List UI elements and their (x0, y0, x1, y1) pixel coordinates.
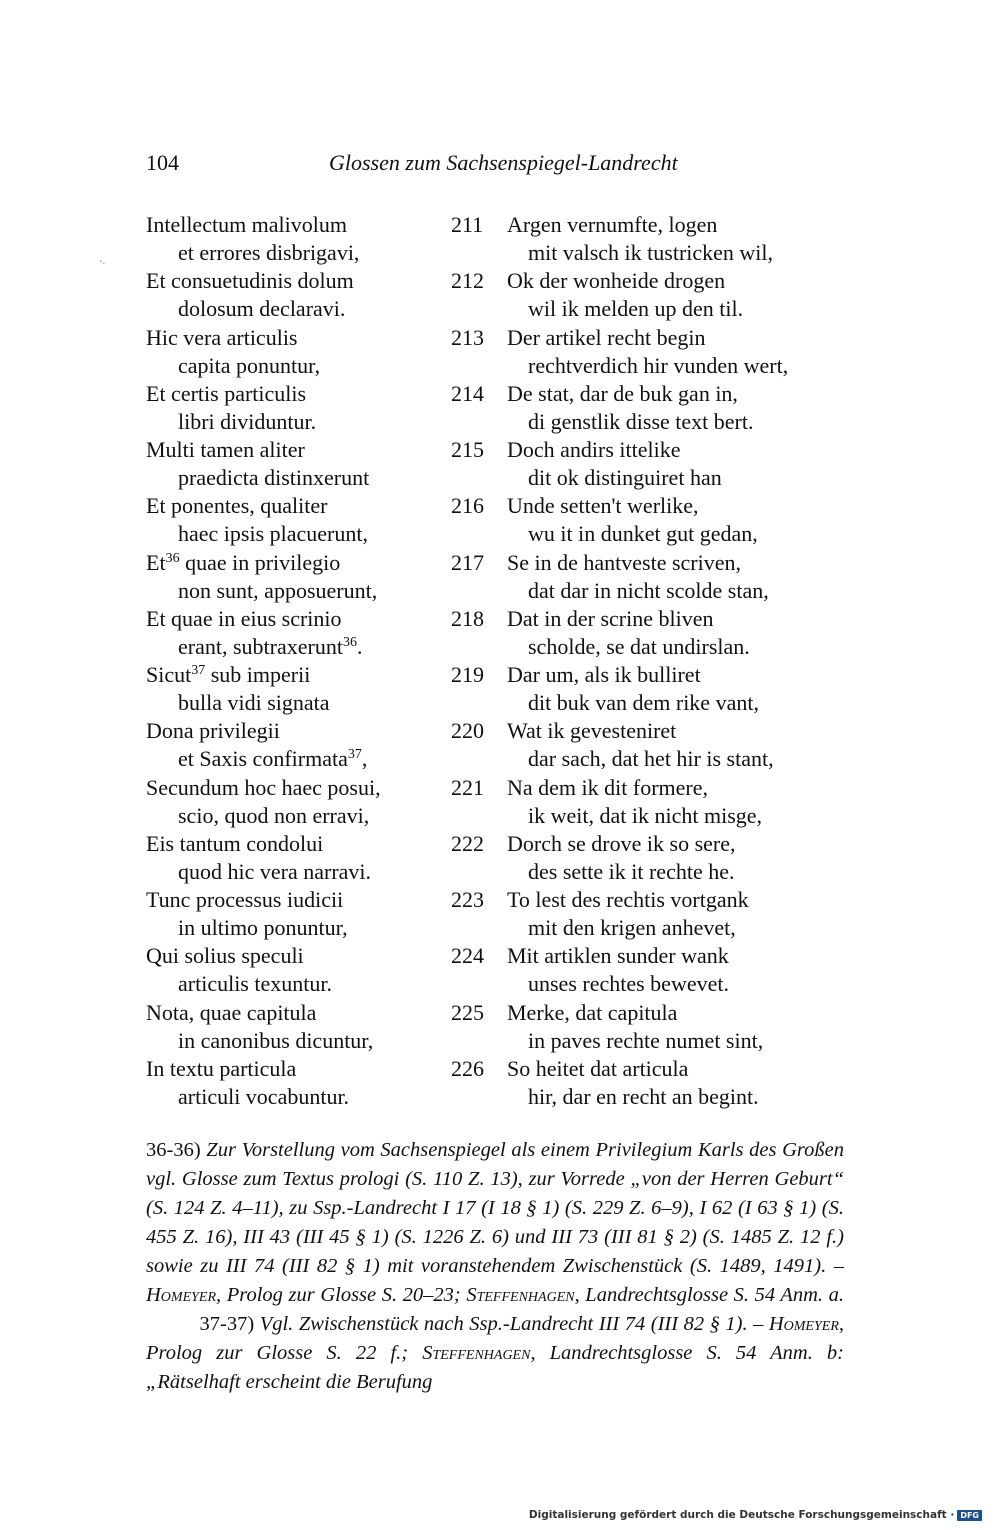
margin-mark: '· (100, 258, 106, 270)
latin-line: Sicut$^{37}$ sub imperii (146, 662, 311, 687)
footnote-37-text-b: , Prolog zur Glosse S. 22 f.; (146, 1313, 845, 1364)
latin-lines (146, 661, 330, 717)
page-header (146, 150, 846, 186)
german-line-indented: dar sach, dat het hir is stant, (528, 746, 774, 772)
german-lines (507, 549, 769, 605)
digitization-credit (529, 1509, 982, 1521)
latin-line-indented: quod hic vera narravi. (178, 858, 372, 884)
footnote-36-text-c: , Landrechtsglosse S. 54 Anm. a. (574, 1284, 844, 1306)
verse-pair (146, 324, 866, 380)
footnote-37-mark: 37-37) (199, 1313, 255, 1335)
german-line: So heitet dat articula (507, 1055, 689, 1081)
german-line: Dar um, als ik bulliret (507, 662, 701, 687)
latin-lines (146, 830, 371, 886)
verse-number: 226 (451, 1055, 484, 1081)
german-lines (507, 999, 763, 1055)
german-line: Na dem ik dit formere, (507, 774, 708, 800)
verse-pair (146, 717, 866, 773)
dfg-logo: DFG (957, 1510, 982, 1521)
latin-line-indented: in canonibus dicuntur, (178, 1027, 374, 1053)
verse-pair (146, 605, 866, 661)
latin-line-indented: libri dividuntur. (178, 408, 317, 434)
german-lines (507, 661, 759, 717)
latin-line: Hic vera articulis (146, 324, 298, 350)
german-lines (507, 492, 758, 548)
german-line-indented: mit den krigen anhevet, (528, 915, 736, 941)
german-line-indented: wil ik melden up den til. (528, 296, 744, 322)
verse-pair (146, 661, 866, 717)
german-line: Mit artiklen sunder wank (507, 943, 729, 969)
german-lines (507, 605, 750, 661)
german-line: De stat, dar de buk gan in, (507, 380, 738, 406)
verse-number: 216 (451, 493, 484, 519)
page-number: 104 (146, 150, 179, 175)
verse-number: 220 (451, 718, 484, 744)
footnote-36-author-homeyer: Homeyer (146, 1284, 217, 1306)
verse-number: 218 (451, 605, 484, 631)
german-line-indented: dat dar in nicht scolde stan, (528, 577, 769, 603)
verse-pair (146, 1055, 866, 1111)
verse-block (146, 211, 866, 1111)
footnote-37-text: Vgl. Zwischenstück nach Ssp.-Landrecht III 74 (III 82 § 1). – (254, 1313, 769, 1335)
latin-line: Tunc processus iudicii (146, 887, 344, 912)
latin-lines (146, 211, 359, 267)
verse-number: 221 (451, 774, 484, 800)
footnote-36-author-steffenhagen: Steffenhagen (466, 1284, 575, 1306)
latin-line-indented: in ultimo ponuntur, (178, 915, 348, 941)
footnote-ref: 36 (165, 550, 180, 566)
verse-pair (146, 380, 866, 436)
german-line: Dat in der scrine bliven (507, 605, 714, 631)
latin-line: Qui solius speculi (146, 943, 304, 969)
verse-pair (146, 886, 866, 942)
latin-line-indented: praedicta distinxerunt (178, 465, 370, 491)
verse-number: 211 (451, 212, 484, 237)
german-line-indented: ik weit, dat ik nicht misge, (528, 802, 763, 828)
verse-number: 214 (451, 380, 484, 406)
latin-lines (146, 492, 368, 548)
verse-number: 219 (451, 662, 484, 687)
latin-lines (146, 999, 373, 1055)
german-line-indented: unses rechtes bewevet. (528, 971, 729, 997)
footnote-37-author-steffenhagen: Steffenhagen (422, 1342, 531, 1364)
german-line: Wat ik gevesteniret (507, 718, 677, 744)
latin-lines (146, 549, 377, 605)
footnote-ref: 37 (347, 747, 362, 763)
german-lines (507, 1055, 759, 1111)
german-lines (507, 211, 773, 267)
verse-number: 222 (451, 830, 484, 856)
german-line: Merke, dat capitula (507, 999, 678, 1025)
latin-lines (146, 774, 381, 830)
latin-lines (146, 267, 354, 323)
german-lines (507, 774, 762, 830)
latin-lines (146, 324, 320, 380)
verse-pair (146, 774, 866, 830)
german-line-indented: in paves rechte numet sint, (528, 1027, 764, 1053)
latin-line: In textu particula (146, 1055, 297, 1081)
verse-pair (146, 211, 866, 267)
latin-line: Multi tamen aliter (146, 437, 305, 462)
verse-number: 213 (451, 324, 484, 350)
verse-number: 225 (451, 999, 484, 1025)
german-lines (507, 380, 753, 436)
german-line: To lest des rechtis vortgank (507, 887, 749, 912)
latin-line: Et ponentes, qualiter (146, 493, 328, 519)
credit-text: Digitalisierung gefördert durch die Deutsche Forschungsgemeinschaft · (528, 1509, 955, 1521)
footnote-ref: 36 (342, 634, 357, 650)
german-lines (507, 942, 729, 998)
verse-pair (146, 492, 866, 548)
german-line: Ok der wonheide drogen (507, 268, 726, 294)
latin-line: Et quae in eius scrinio (146, 605, 342, 631)
latin-line-indented: haec ipsis placuerunt, (178, 521, 368, 547)
latin-line-indented: erant, subtraxerunt$^{36}$. (178, 633, 363, 659)
latin-line: Et certis particulis (146, 380, 307, 406)
latin-line-indented: et errores disbrigavi, (178, 240, 360, 266)
latin-lines (146, 436, 369, 492)
german-line: Se in de hantveste scriven, (507, 549, 741, 575)
verse-number: 223 (451, 887, 484, 912)
verse-pair (146, 549, 866, 605)
verse-number: 224 (451, 943, 484, 969)
latin-line-indented: articuli vocabuntur. (178, 1083, 350, 1109)
german-line: Der artikel recht begin (507, 324, 706, 350)
verse-pair (146, 267, 866, 323)
german-line-indented: wu it in dunket gut gedan, (528, 521, 758, 547)
german-line-indented: scholde, se dat undirslan. (528, 633, 750, 659)
verse-number: 217 (451, 549, 484, 575)
running-title: Glossen zum Sachsenspiegel-Landrecht (329, 150, 678, 175)
german-line: Unde setten't werlike, (507, 493, 699, 519)
latin-lines (146, 942, 332, 998)
german-line: Argen vernumfte, logen (507, 212, 718, 237)
footnote-37-author-homeyer: Homeyer (768, 1313, 839, 1335)
german-line-indented: hir, dar en recht an begint. (528, 1083, 759, 1109)
german-lines (507, 886, 749, 942)
verse-number: 212 (451, 268, 484, 294)
german-line-indented: di genstlik disse text bert. (528, 408, 754, 434)
german-lines (507, 267, 743, 323)
german-line-indented: rechtverdich hir vunden wert, (528, 352, 789, 378)
footnote-36-mark: 36-36) (146, 1139, 201, 1161)
german-line: Dorch se drove ik so sere, (507, 830, 736, 856)
german-line-indented: dit ok distinguiret han (528, 465, 722, 491)
latin-line-indented: articulis texuntur. (178, 971, 332, 997)
german-lines (507, 436, 722, 492)
latin-line-indented: scio, quod non erravi, (178, 802, 370, 828)
latin-lines (146, 380, 316, 436)
latin-line-indented: capita ponuntur, (178, 352, 321, 378)
german-lines (507, 324, 788, 380)
latin-line: Dona privilegii (146, 718, 280, 744)
footnote-36-text: Zur Vorstellung vom Sachsenspiegel als einem Privilegium Karls des Großen vgl. Glosse zum Textus prologi (S. 110 Z. 13), zur Vorrede „von der Herren Geburt“ (S. 124 Z. 4–11), zu Ssp.-Landrecht I 17 (I 18 § 1) (S. 229 Z. 6–9), I 62 (I 63 § 1) (S. 455 Z. 16), III 43 (III 45 § 1) (S. 1226 Z. 6) und III 73 (III 81 § 2) (S. 1485 Z. 12 f.) sowie zu III 74 (III 82 § 1) mit voranstehendem Zwischenstück (S. 1489, 1491). – (146, 1139, 844, 1277)
latin-line-indented: dolosum declaravi. (178, 296, 346, 322)
verse-pair (146, 942, 866, 998)
verse-number: 215 (451, 437, 484, 462)
german-line: Doch andirs ittelike (507, 437, 681, 462)
latin-lines (146, 605, 362, 661)
footnote-ref: 37 (191, 663, 206, 678)
verse-pair (146, 830, 866, 886)
latin-line-indented: non sunt, apposuerunt, (178, 577, 378, 603)
latin-line: Et$^{36}$ quae in privilegio (146, 549, 341, 575)
footnote-36-text-b: , Prolog zur Glosse S. 20–23; (216, 1284, 467, 1306)
german-line-indented: mit valsch ik tustricken wil, (528, 240, 774, 266)
latin-lines (146, 886, 348, 942)
latin-line: Intellectum malivolum (146, 212, 348, 237)
german-line-indented: dit buk van dem rike vant, (528, 690, 759, 716)
latin-line: Nota, quae capitula (146, 999, 317, 1025)
footnotes (146, 1136, 844, 1397)
footnote-37-text-c: , Landrechtsglosse S. 54 Anm. b: „Rätselhaft erscheint die Berufung (146, 1342, 844, 1393)
german-lines (507, 717, 774, 773)
german-lines (507, 830, 736, 886)
latin-line: Secundum hoc haec posui, (146, 774, 381, 800)
verse-pair (146, 436, 866, 492)
latin-line: Et consuetudinis dolum (146, 268, 354, 294)
latin-line-indented: et Saxis confirmata$^{37}$, (178, 746, 368, 772)
latin-lines (146, 1055, 349, 1111)
latin-lines (146, 717, 367, 773)
german-line-indented: des sette ik it rechte he. (528, 858, 735, 884)
verse-pair (146, 999, 866, 1055)
latin-line: Eis tantum condolui (146, 830, 324, 856)
latin-line-indented: bulla vidi signata (178, 690, 330, 716)
